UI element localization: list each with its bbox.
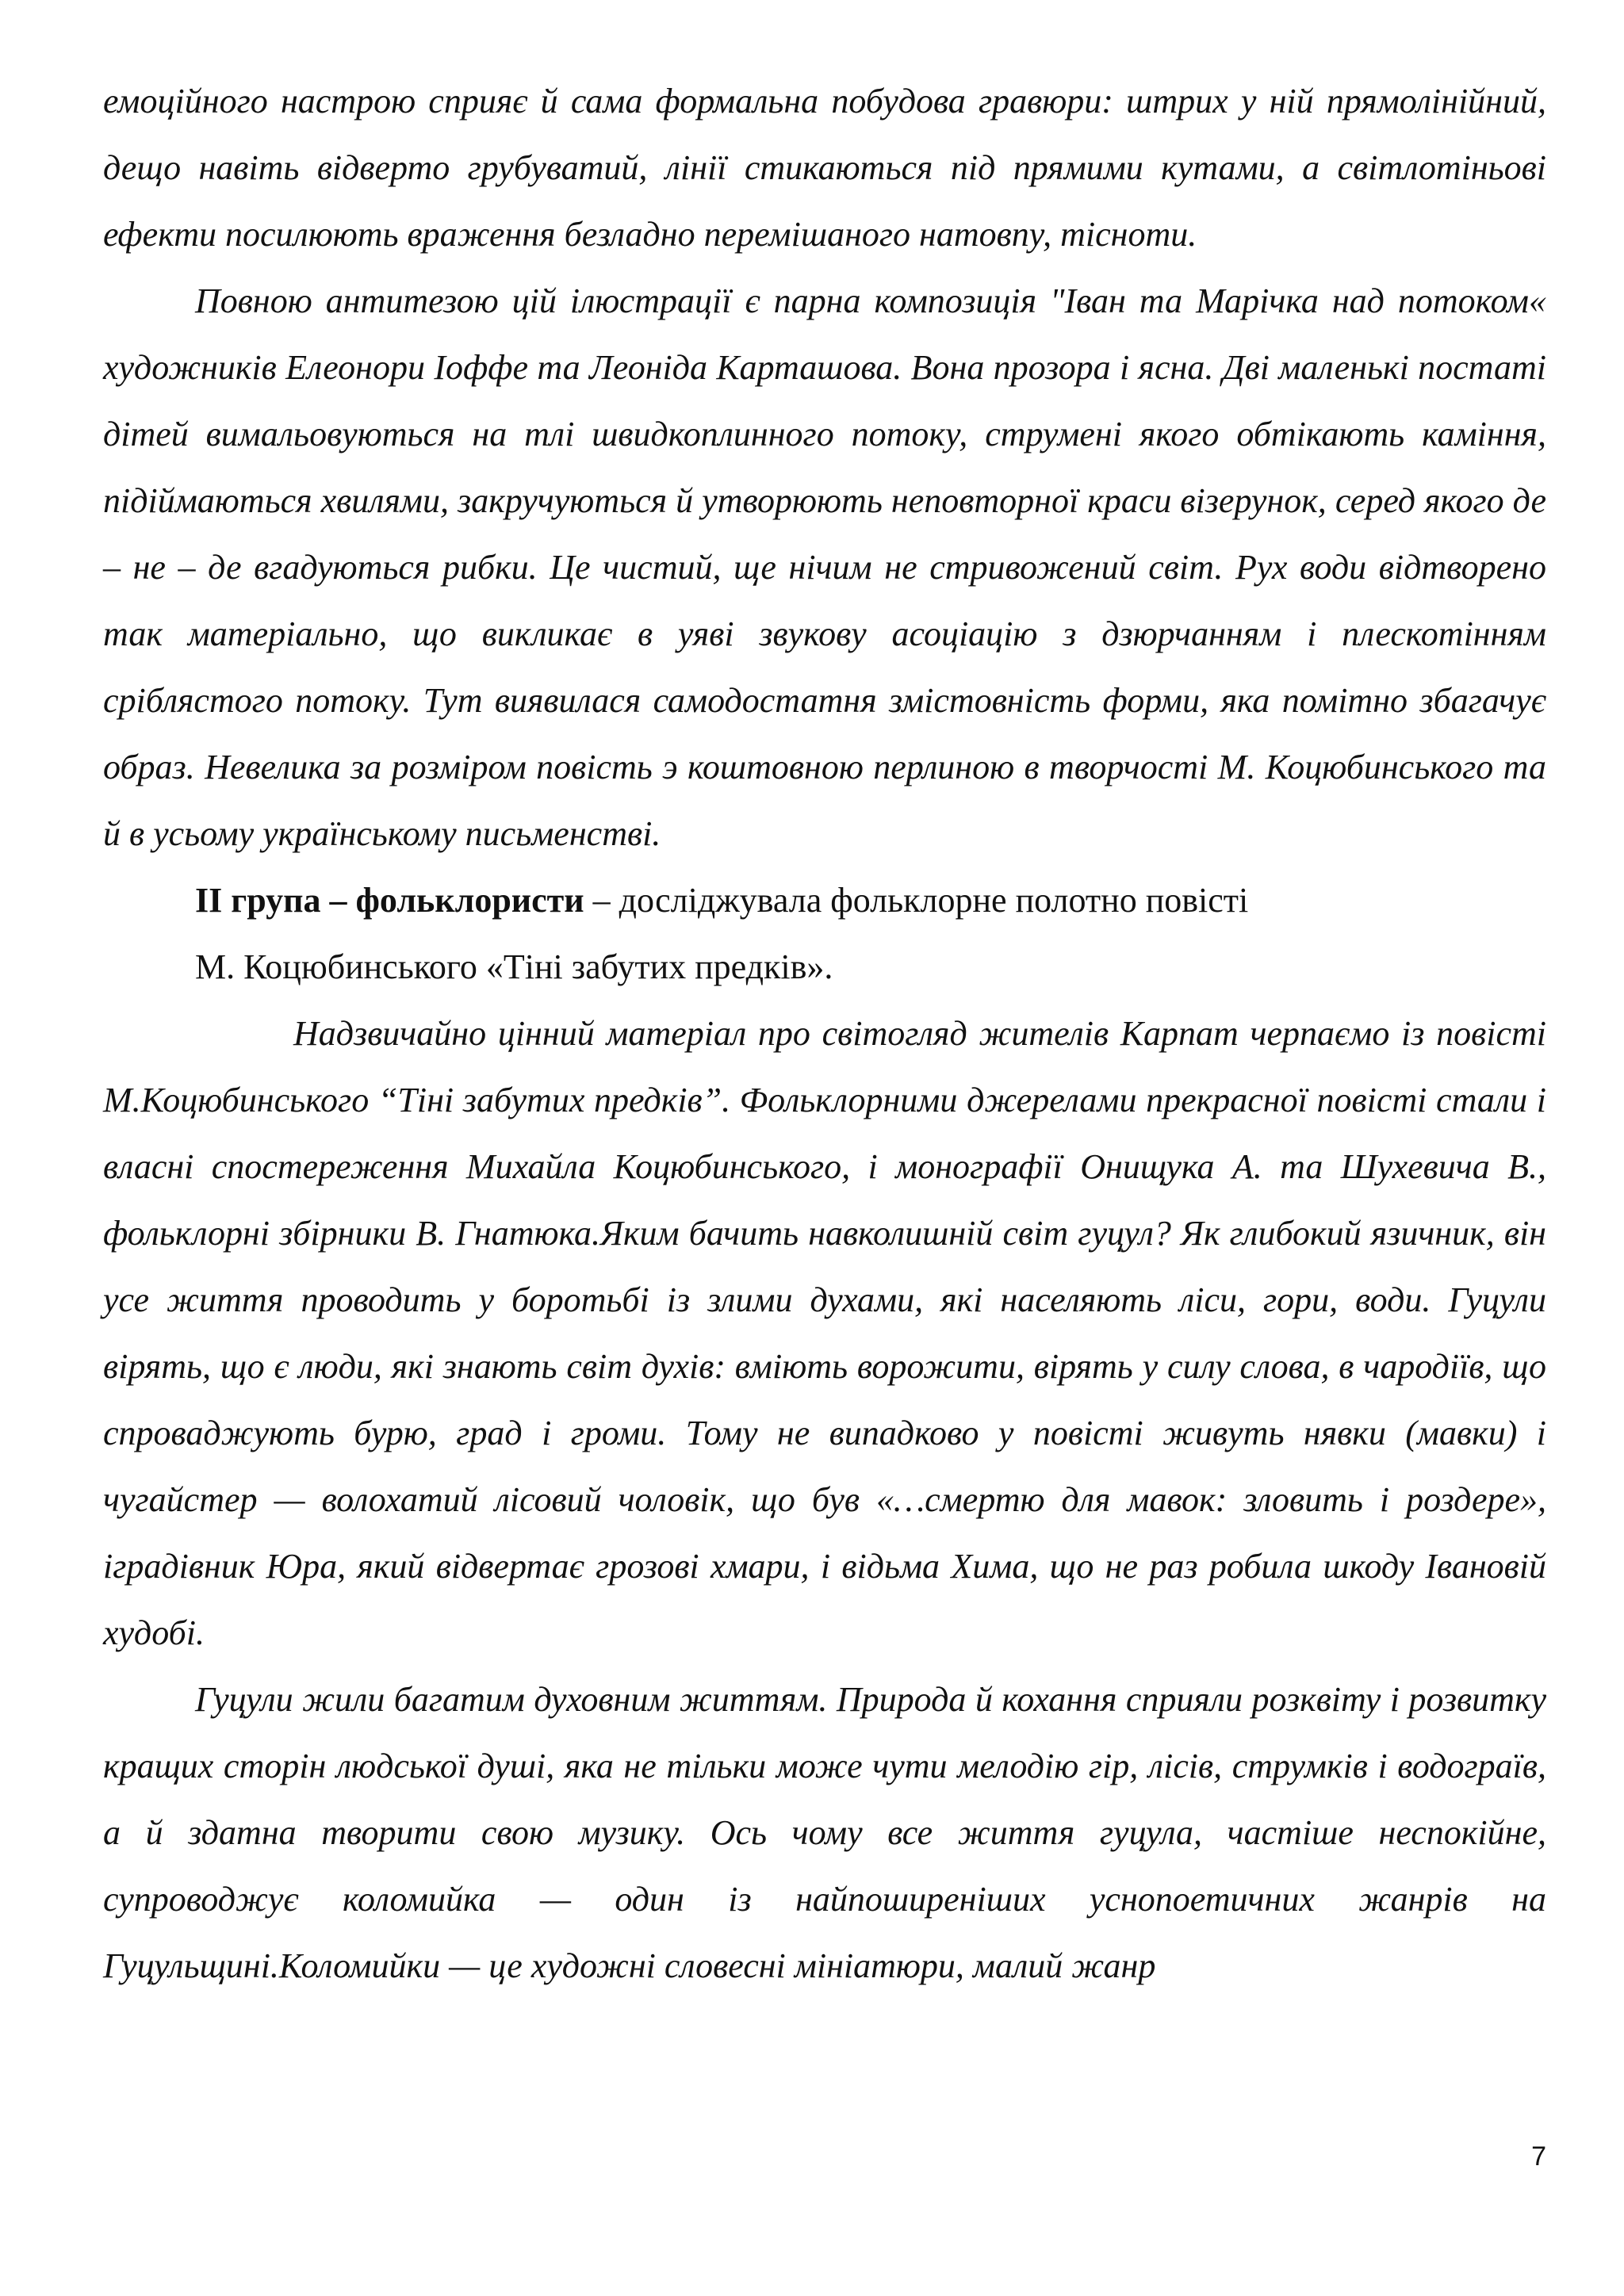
group-heading-rest: – досліджувала фольклорне полотно повісті [584,881,1249,920]
group-heading-line-1 [103,867,1546,934]
paragraph-hutsul-life: Гуцули жили багатим духовним життям. Природа й кохання сприяли розквіту і розвитку кращих сторін людської душі, яка не тільки може чути мелодію гір, лісів, струмків і водограїв, а й здатна творити свою музику. Ось чому все життя гуцула, частіше неспокійне, супроводжує коломийка — один із найпоширеніших уснопоетичних жанрів на Гуцульщині.Коломийки — це художні словесні мініатюри, малий жанр [103,1680,1546,1985]
paragraph-folklore-material: Надзвичайно цінний матеріал про світогляд жителів Карпат черпаємо із повісті М.Коцюбинського “Тіні забутих предків”. Фольклорними джерелами прекрасної повісті стали і власні спостереження Михайла Коцюбинського, і монографії Онищука А. та Шухевича В., фольклорні збірники В. Гнатюка.Яким бачить навколишній світ гуцул? Як глибокий язичник, він усе життя проводить у боротьбі із злими духами, які населяють ліси, гори, води. Гуцули вірять, що є люди, які знають світ духів: вміють ворожити, вірять у силу слова, в чародіїв, що спроваджують бурю, град і громи. Тому не випадково у повісті живуть нявки (мавки) і чугайстер — волохатий лісовий чоловік, що був «…смертю для мавок: зловить і роздере», іградівник Юра, який відвертає грозові хмари, і відьма Хима, що не раз робила шкоду Івановій худобі. [103,1014,1546,1652]
group-heading-bold: ІІ група – фольклористи [195,881,584,920]
page-number: 7 [1531,2141,1546,2172]
page-body [103,68,1546,1999]
group-heading-line-2: М. Коцюбинського «Тіні забутих предків». [195,947,833,986]
group-heading [103,867,1546,1001]
paragraph-intro: емоційного настрою сприяє й сама формальна побудова гравюри: штрих у ній прямолінійний, дещо навіть відверто грубуватий, лінії стикаються під прямими кутами, а світлотіньові ефекти посилюють враження безладно перемішаного натовпу, тісноти. [103,82,1546,254]
paragraph-antithesis: Повною антитезою цій ілюстрації є парна композиція "Іван та Марічка над потоком« художників Елеонори Іоффе та Леоніда Карташова. Вона прозора і ясна. Дві маленькі постаті дітей вимальовуються на тлі швидкоплинного потоку, струмені якого обтікають каміння, підіймаються хвилями, закручуються й утворюють неповторної краси візерунок, серед якого де – не – де вгадуються рибки. Це чистий, ще нічим не стривожений світ. Рух води відтворено так матеріально, що викликає в уяві звукову асоціацію з дзюрчанням і плескотінням сріблястого потоку. Тут виявилася самодостатня змістовність форми, яка помітно збагачує образ. Невелика за розміром повість э коштовною перлиною в творчості М. Коцюбинського та й в усьому українському письменстві. [103,281,1546,853]
